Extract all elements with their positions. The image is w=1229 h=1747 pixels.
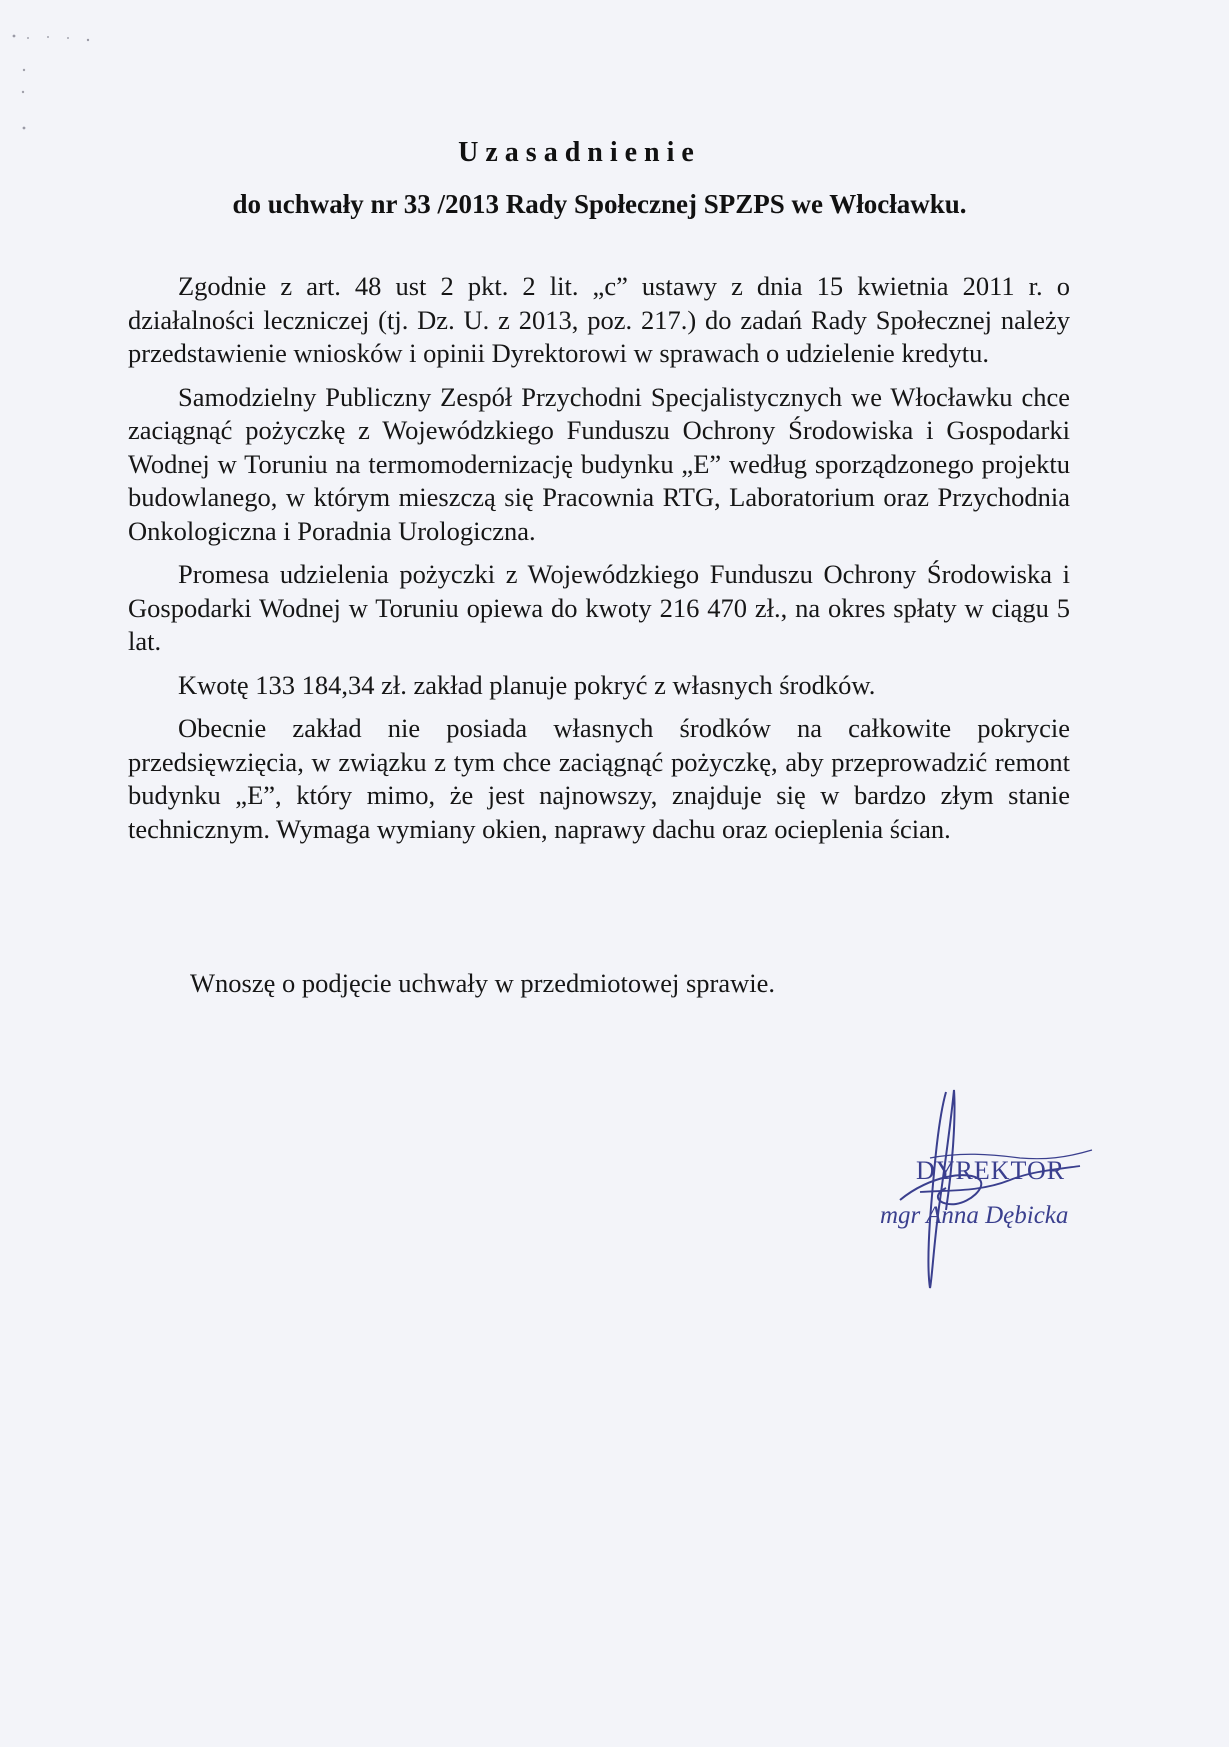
closing-line: Wnoszę o podjęcie uchwały w przedmiotowej sprawie. <box>190 968 776 998</box>
paragraph-justification: Obecnie zakład nie posiada własnych środków na całkowite pokrycie przedsięwzięcia, w związku z tym chce zaciągnąć pożyczkę, aby przeprowadzić remont budynku „E”, który mimo, że jest najnowszy, znajduje się w bardzo złym stanie technicznym. Wymaga wymiany okien, naprawy dachu oraz ocieplenia ścian. <box>128 713 1070 844</box>
document-body <box>128 270 1070 846</box>
paragraph-legal-basis: Zgodnie z art. 48 ust 2 pkt. 2 lit. „c” ustawy z dnia 15 kwietnia 2011 r. o działalności leczniczej (tj. Dz. U. z 2013, poz. 217.) do zadań Rady Społecznej należy przedstawienie wniosków i opinii Dyrektorowi w sprawach o udzielenie kredytu. <box>128 271 1070 368</box>
document-title: Uzasadnienie <box>458 137 701 168</box>
paragraph-loan-promise: Promesa udzielenia pożyczki z Wojewódzkiego Funduszu Ochrony Środowiska i Gospodarki Wodnej w Toruniu opiewa do kwoty 216 470 zł., na okres spłaty w ciągu 5 lat. <box>128 559 1070 656</box>
stamp-name: mgr Anna Dębicka <box>880 1202 1069 1229</box>
document-subtitle: do uchwały nr 33 /2013 Rady Społecznej SPZPS we Włocławku. <box>232 189 967 219</box>
paragraph-loan-purpose: Samodzielny Publiczny Zespół Przychodni Specjalistycznych we Włocławku chce zaciągnąć pożyczkę z Wojewódzkiego Funduszu Ochrony Środowiska i Gospodarki Wodnej w Toruniu na termomodernizację budynku „E” według sporządzonego projektu budowlanego, w którym mieszczą się Pracownia RTG, Laboratorium oraz Przychodnia Onkologiczna i Poradnia Urologiczna. <box>128 381 1070 546</box>
director-stamp <box>860 1080 1120 1300</box>
paragraph-own-funds: Kwotę 133 184,34 zł. zakład planuje pokryć z własnych środków. <box>178 669 876 700</box>
handwritten-signature <box>860 1080 1120 1300</box>
stamp-title: DYREKTOR <box>916 1156 1066 1185</box>
